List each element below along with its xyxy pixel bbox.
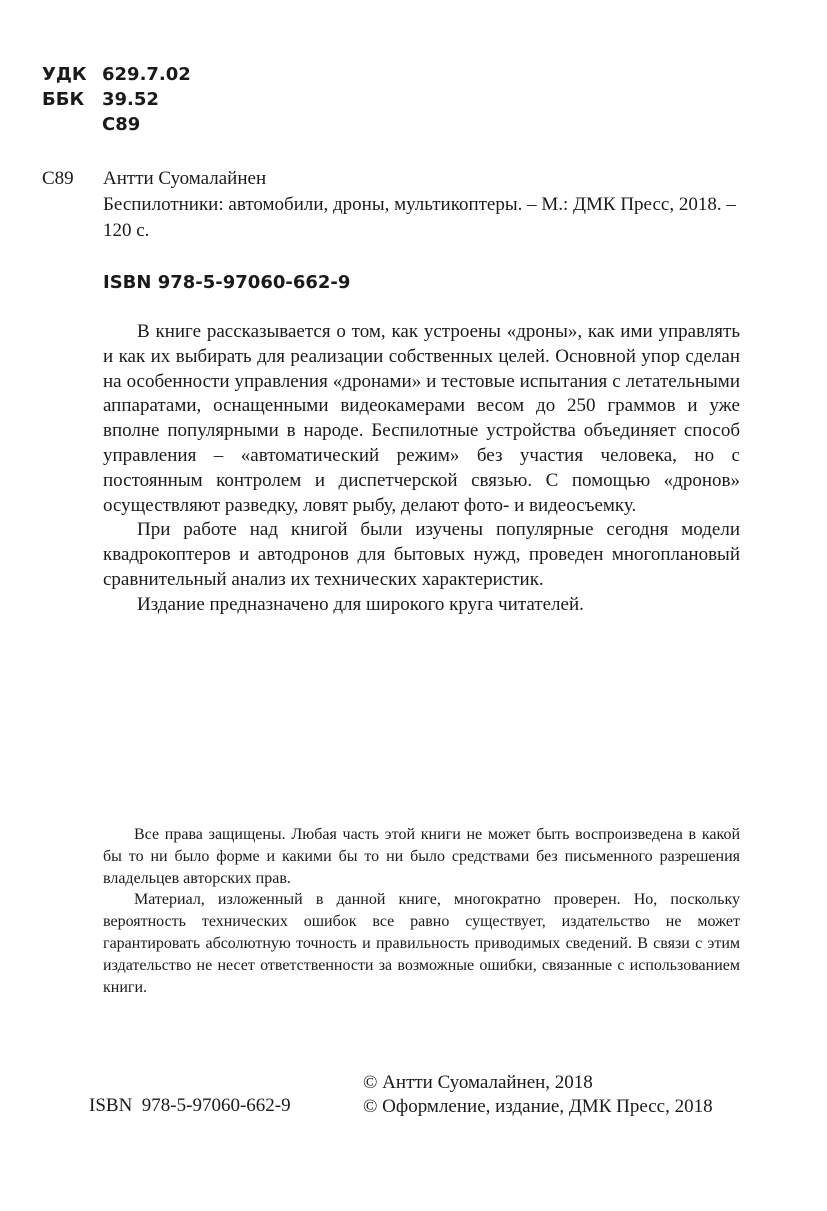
bibliographic-entry bbox=[42, 166, 742, 244]
bbk-label: ББК bbox=[42, 89, 85, 110]
udk-row bbox=[42, 62, 191, 87]
disclaimer-paragraph: Материал, изложенный в данной книге, многократно проверен. Но, поскольку вероятность технических ошибок все равно существует, издательство не может гарантировать абсолютную точность и правильность приводимых сведений. В связи с этим издательство не несет ответственности за возможные ошибки, связанные с использованием книги. bbox=[103, 891, 740, 996]
classification-block bbox=[42, 62, 191, 137]
author-sign-value: С89 bbox=[102, 114, 141, 135]
annotation-paragraph: При работе над книгой были изучены популярные сегодня модели квадрокоптеров и автодронов для бытовых нужд, проведен многоплановый сравнительный анализ их технических характеристик. bbox=[103, 519, 740, 590]
rights-notice bbox=[103, 824, 740, 998]
bbk-row bbox=[42, 87, 191, 112]
bib-text bbox=[103, 166, 741, 244]
copyright-author: © Антти Суомалайнен, 2018 bbox=[363, 1072, 593, 1093]
rights-paragraph: Все права защищены. Любая часть этой книги не может быть воспроизведена в какой бы то ни было форме и какими бы то ни было средствами без письменного разрешения владельцев авторских прав. bbox=[103, 826, 740, 887]
isbn-main: ISBN 978-5-97060-662-9 bbox=[103, 272, 351, 293]
author-sign-row bbox=[42, 112, 191, 137]
annotation-paragraph: В книге рассказывается о том, как устроены «дроны», как ими управлять и как их выбирать для реализации собственных целей. Основной упор сделан на особенности управления «дронами» и тестовые испытания с летательными аппаратами, оснащенными видеокамерами весом до 250 граммов и уже вполне популярными в народе. Беспилотные устройства объединяет способ управления – «автоматический режим» без участия человека, но с постоянным контролем и диспетчерской связью. С помощью «дронов» осуществляют разведку, ловят рыбу, делают фото- и видеосъемку. bbox=[103, 321, 740, 516]
bib-author: Антти Суомалайнен bbox=[103, 168, 267, 189]
annotation-paragraph: Издание предназначено для широкого круга читателей. bbox=[137, 593, 584, 615]
udk-label: УДК bbox=[42, 64, 87, 85]
copyright-publisher: © Оформление, издание, ДМК Пресс, 2018 bbox=[363, 1096, 713, 1117]
author-sign-label bbox=[42, 112, 102, 137]
udk-value: 629.7.02 bbox=[102, 64, 191, 85]
copyright-block bbox=[363, 1071, 713, 1119]
footer-isbn: ISBN 978-5-97060-662-9 bbox=[89, 1095, 291, 1116]
bib-author-sign: С89 bbox=[42, 168, 74, 189]
bib-description: Беспилотники: автомобили, дроны, мультикоптеры. – М.: ДМК Пресс, 2018. – 120 с. bbox=[103, 194, 736, 241]
annotation bbox=[103, 320, 740, 618]
bbk-value: 39.52 bbox=[102, 89, 159, 110]
